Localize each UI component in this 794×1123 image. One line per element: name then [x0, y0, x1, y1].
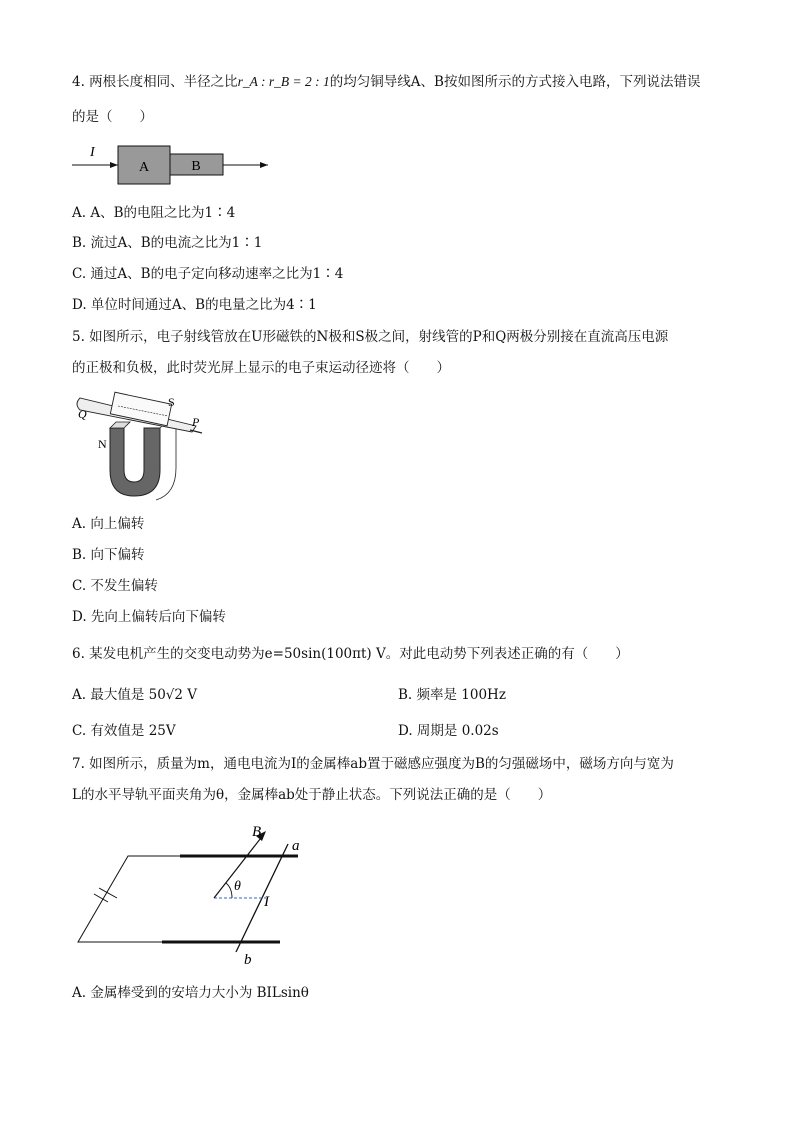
q5-p-label: P — [192, 415, 200, 429]
q5-option-b[interactable]: B. 向下偏转 — [72, 547, 145, 563]
q4-option-b[interactable]: B. 流过A、B的电流之比为1∶1 — [72, 235, 263, 251]
q6-option-b[interactable]: B. 频率是 100Hz — [398, 687, 506, 703]
q5-n-label: N — [98, 437, 107, 451]
current-arrow-icon — [110, 162, 118, 168]
q4-ratio: r_A : r_B = 2 : 1 — [237, 74, 330, 89]
q7-current-label: I — [264, 894, 269, 910]
q7-rail-figure — [70, 818, 310, 968]
q5-q-label: Q — [78, 407, 87, 421]
q7-stem-line1: 7. 如图所示，质量为m，通电电流为I的金属棒ab置于磁感应强度为B的匀强磁场中，磁场方向与宽为 — [72, 756, 674, 772]
q5-stem-line1: 5. 如图所示，电子射线管放在U形磁铁的N极和S极之间，射线管的P和Q两极分别接在直流高压电源 — [72, 329, 669, 345]
q6-option-a[interactable]: A. 最大值是 50√2 V — [72, 687, 198, 703]
q6-stem: 6. 某发电机产生的交变电动势为e=50sin(100πt) V。对此电动势下列表述正确的有（ ） — [72, 646, 629, 662]
q4-stem-text-a: 4. 两根长度相同、半径之比 — [72, 74, 238, 90]
q4-stem-line1 — [72, 73, 700, 91]
q4-circuit-figure — [70, 140, 280, 190]
q4-option-a[interactable]: A. A、B的电阻之比为1∶4 — [72, 205, 236, 221]
battery-icon — [94, 894, 108, 902]
q7-option-a[interactable]: A. 金属棒受到的安培力大小为 BILsinθ — [72, 985, 309, 1001]
q7-a-label: a — [292, 838, 300, 854]
q5-option-d[interactable]: D. 先向上偏转后向下偏转 — [72, 609, 226, 625]
q5-s-label: S — [168, 395, 175, 409]
q5-option-c[interactable]: C. 不发生偏转 — [72, 578, 158, 594]
q4-block-b-label: B — [191, 159, 201, 174]
q4-stem-line2: 的是（ ） — [72, 109, 153, 125]
q5-electron-tube-figure — [72, 388, 212, 503]
q5-stem-line2: 的正极和负极，此时荧光屏上显示的电子束运动径迹将（ ） — [72, 360, 450, 376]
u-magnet — [110, 428, 160, 496]
q7-b-label: B — [252, 824, 262, 840]
q6-option-d[interactable]: D. 周期是 0.02s — [398, 723, 499, 739]
q4-block-a-label: A — [138, 160, 150, 175]
current-arrow-icon — [260, 162, 268, 168]
q6-option-c[interactable]: C. 有效值是 25V — [72, 723, 176, 739]
q7-stem-line2: L的水平导轨平面夹角为θ，金属棒ab处于静止状态。下列说法正确的是（ ） — [72, 787, 552, 803]
q4-option-c[interactable]: C. 通过A、B的电子定向移动速率之比为1∶4 — [72, 266, 344, 282]
q7-b-end-label: b — [244, 952, 252, 968]
q7-theta-label: θ — [234, 879, 241, 894]
q4-current-label: I — [90, 145, 95, 160]
q4-option-d[interactable]: D. 单位时间通过A、B的电量之比为4∶1 — [72, 297, 317, 313]
q4-stem-text-b: 的均匀铜导线A、B按如图所示的方式接入电路，下列说法错误 — [329, 74, 701, 90]
q5-option-a[interactable]: A. 向上偏转 — [72, 516, 145, 532]
